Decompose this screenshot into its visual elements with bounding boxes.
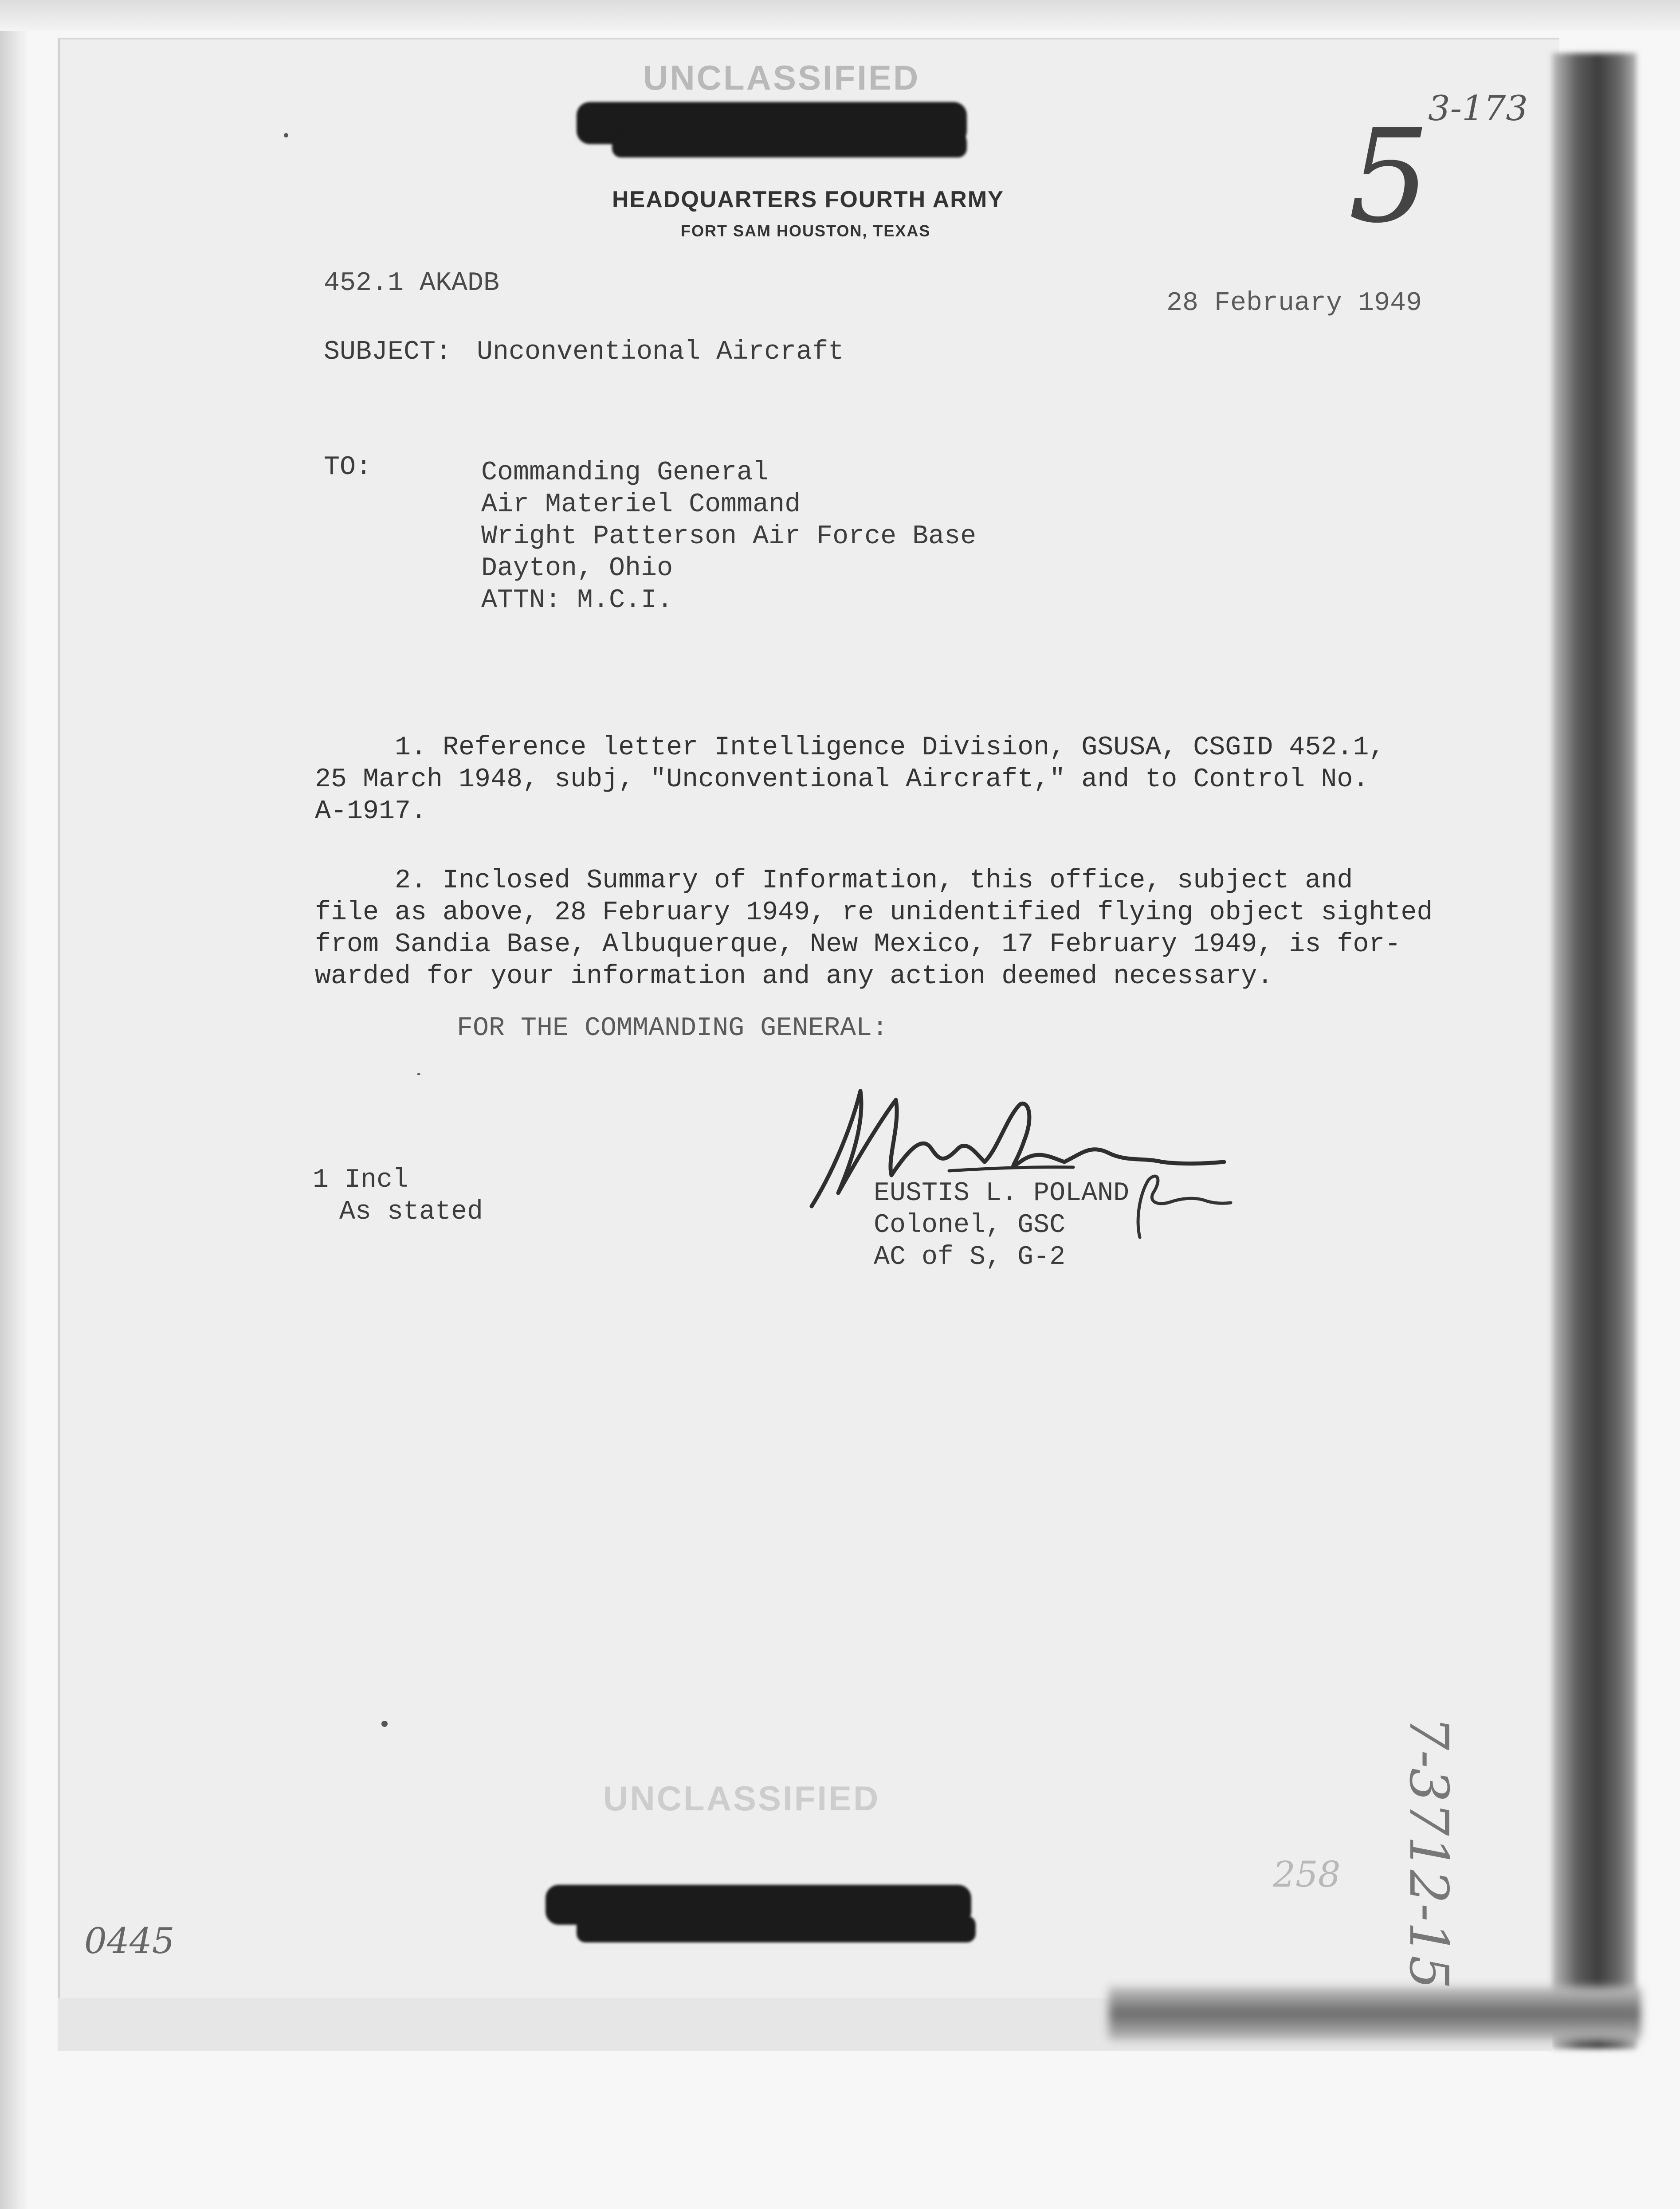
- file-number: 452.1 AKADB: [324, 268, 500, 298]
- paragraph-2: [315, 865, 1433, 993]
- paragraph-1: [315, 732, 1385, 828]
- to-label: TO:: [324, 452, 372, 483]
- signer-rank: Colonel, GSC: [874, 1210, 1066, 1240]
- paragraph-line: 25 March 1948, subj, "Unconventional Aircraft," and to Control No.: [315, 765, 1369, 795]
- handwritten-page-number: 5: [1348, 102, 1430, 251]
- classification-bottom: UNCLASSIFIED: [603, 1779, 880, 1818]
- addressee-line: ATTN: M.C.I.: [481, 585, 673, 616]
- scan-speck: [284, 133, 288, 137]
- addressee-line: Air Materiel Command: [481, 490, 801, 520]
- closing-line: FOR THE COMMANDING GENERAL:: [457, 1013, 888, 1044]
- paragraph-line: [315, 732, 1385, 764]
- paragraph-line-text: 2. Inclosed Summary of Information, this office, subject and: [395, 866, 1353, 896]
- signer-title: AC of S, G-2: [874, 1242, 1066, 1272]
- redaction-bar-top-lower: [612, 133, 967, 157]
- letter-date: 28 February 1949: [1166, 288, 1422, 318]
- handwritten-ref-number: 3-173: [1428, 89, 1528, 129]
- signer-name: EUSTIS L. POLAND: [874, 1178, 1130, 1208]
- handwritten-side-note: 7-3712-15: [1397, 1716, 1459, 1989]
- scan-edge-top: [0, 0, 1680, 31]
- letterhead-title: HEADQUARTERS FOURTH ARMY: [612, 187, 1004, 212]
- subject-value: Unconventional Aircraft: [477, 337, 844, 367]
- scan-edge-left: [0, 0, 27, 2209]
- redaction-bar-bottom-lower: [577, 1916, 976, 1942]
- scan-shadow-bottom: [1109, 1987, 1641, 2040]
- scan-speck: [381, 1721, 388, 1727]
- handwritten-bottom-number: 258: [1273, 1854, 1341, 1895]
- classification-top: UNCLASSIFIED: [643, 58, 920, 97]
- scan-speck: [417, 1073, 420, 1075]
- addressee-line: Commanding General: [481, 458, 769, 488]
- addressee-block: [481, 457, 976, 616]
- inclosure-note: As stated: [339, 1197, 483, 1227]
- scan-shadow-right: [1552, 53, 1637, 2049]
- paragraph-line: file as above, 28 February 1949, re unidentified flying object sighted: [315, 898, 1433, 928]
- letterhead-location: FORT SAM HOUSTON, TEXAS: [681, 222, 931, 240]
- addressee-line: Wright Patterson Air Force Base: [481, 522, 977, 552]
- subject-line: [324, 337, 844, 367]
- subject-label: SUBJECT:: [324, 337, 452, 367]
- paragraph-line: from Sandia Base, Albuquerque, New Mexico, 17 February 1949, is for-: [315, 930, 1401, 960]
- paragraph-line: warded for your information and any action deemed necessary.: [315, 961, 1273, 992]
- inclosure-count: 1 Incl: [313, 1165, 409, 1195]
- signature-initial-for: [1131, 1166, 1233, 1242]
- inclosure-block: [313, 1164, 483, 1228]
- paragraph-line: A-1917.: [315, 796, 427, 827]
- signature-block: [874, 1177, 1129, 1273]
- handwritten-bottom-left: 0445: [84, 1920, 175, 1962]
- addressee-line: Dayton, Ohio: [481, 553, 673, 584]
- paragraph-line-text: 1. Reference letter Intelligence Division, GSUSA, CSGID 452.1,: [395, 733, 1385, 763]
- paragraph-line: [315, 865, 1433, 897]
